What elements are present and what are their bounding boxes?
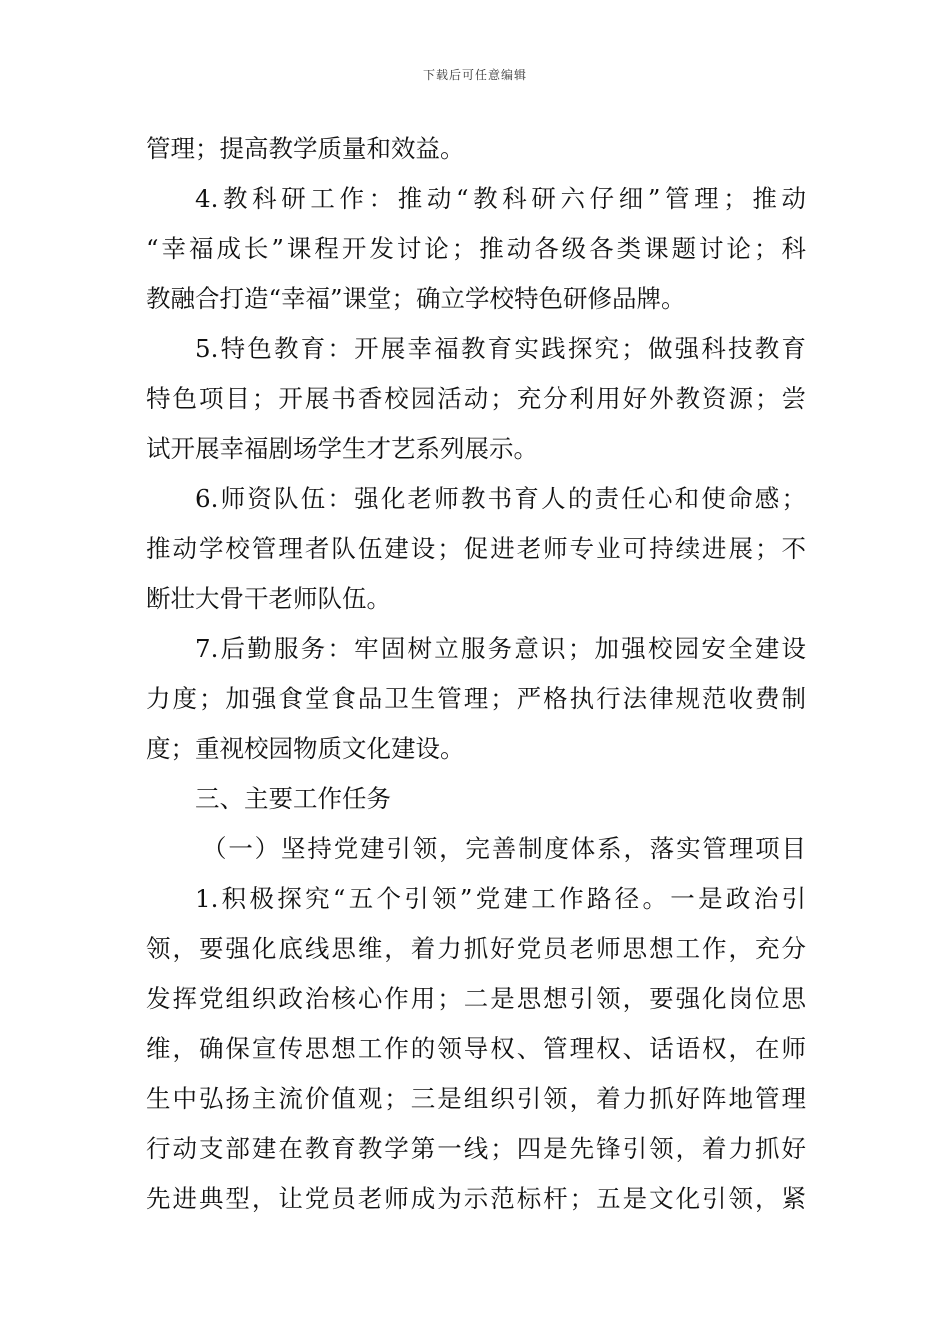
section-heading: 三、主要工作任务 xyxy=(195,784,391,813)
text-line: “幸福成长”课程开发讨论；推动各级各类课题讨论；科 xyxy=(146,234,806,263)
text-line: 特色项目；开展书香校园活动；充分利用好外教资源；尝 xyxy=(146,384,806,413)
document-body xyxy=(146,124,806,1224)
text-line: 5.特色教育：开展幸福教育实践探究；做强科技教育 xyxy=(195,334,806,363)
text-line: 先进典型，让党员老师成为示范标杆；五是文化引领，紧 xyxy=(146,1184,806,1213)
text-line: 维，确保宣传思想工作的领导权、管理权、话语权，在师 xyxy=(146,1034,806,1063)
text-line: 试开展幸福剧场学生才艺系列展示。 xyxy=(146,434,538,463)
text-line: 7.后勤服务：牢固树立服务意识；加强校园安全建设 xyxy=(195,634,806,663)
text-line: 力度；加强食堂食品卫生管理；严格执行法律规范收费制 xyxy=(146,684,806,713)
text-line: 管理；提高教学质量和效益。 xyxy=(146,134,465,163)
text-line: 度；重视校园物质文化建设。 xyxy=(146,734,465,763)
text-line: 1.积极探究“五个引领”党建工作路径。一是政治引 xyxy=(195,884,806,913)
subsection-heading: （一）坚持党建引领，完善制度体系，落实管理项目 xyxy=(202,834,806,863)
text-line: 教融合打造“幸福”课堂；确立学校特色研修品牌。 xyxy=(146,284,686,313)
text-line: 断壮大骨干老师队伍。 xyxy=(146,584,391,613)
text-line: 推动学校管理者队伍建设；促进老师专业可持续进展；不 xyxy=(146,534,806,563)
text-line: 生中弘扬主流价值观；三是组织引领，着力抓好阵地管理 xyxy=(146,1084,806,1113)
page-header: 下载后可任意编辑 xyxy=(422,68,527,82)
text-line: 行动支部建在教育教学第一线；四是先锋引领，着力抓好 xyxy=(146,1134,806,1163)
text-line: 6.师资队伍：强化老师教书育人的责任心和使命感； xyxy=(195,484,806,513)
text-line: 发挥党组织政治核心作用；二是思想引领，要强化岗位思 xyxy=(146,984,806,1013)
text-line: 4.教科研工作：推动“教科研六仔细”管理；推动 xyxy=(195,184,806,213)
text-line: 领，要强化底线思维，着力抓好党员老师思想工作，充分 xyxy=(146,934,806,963)
